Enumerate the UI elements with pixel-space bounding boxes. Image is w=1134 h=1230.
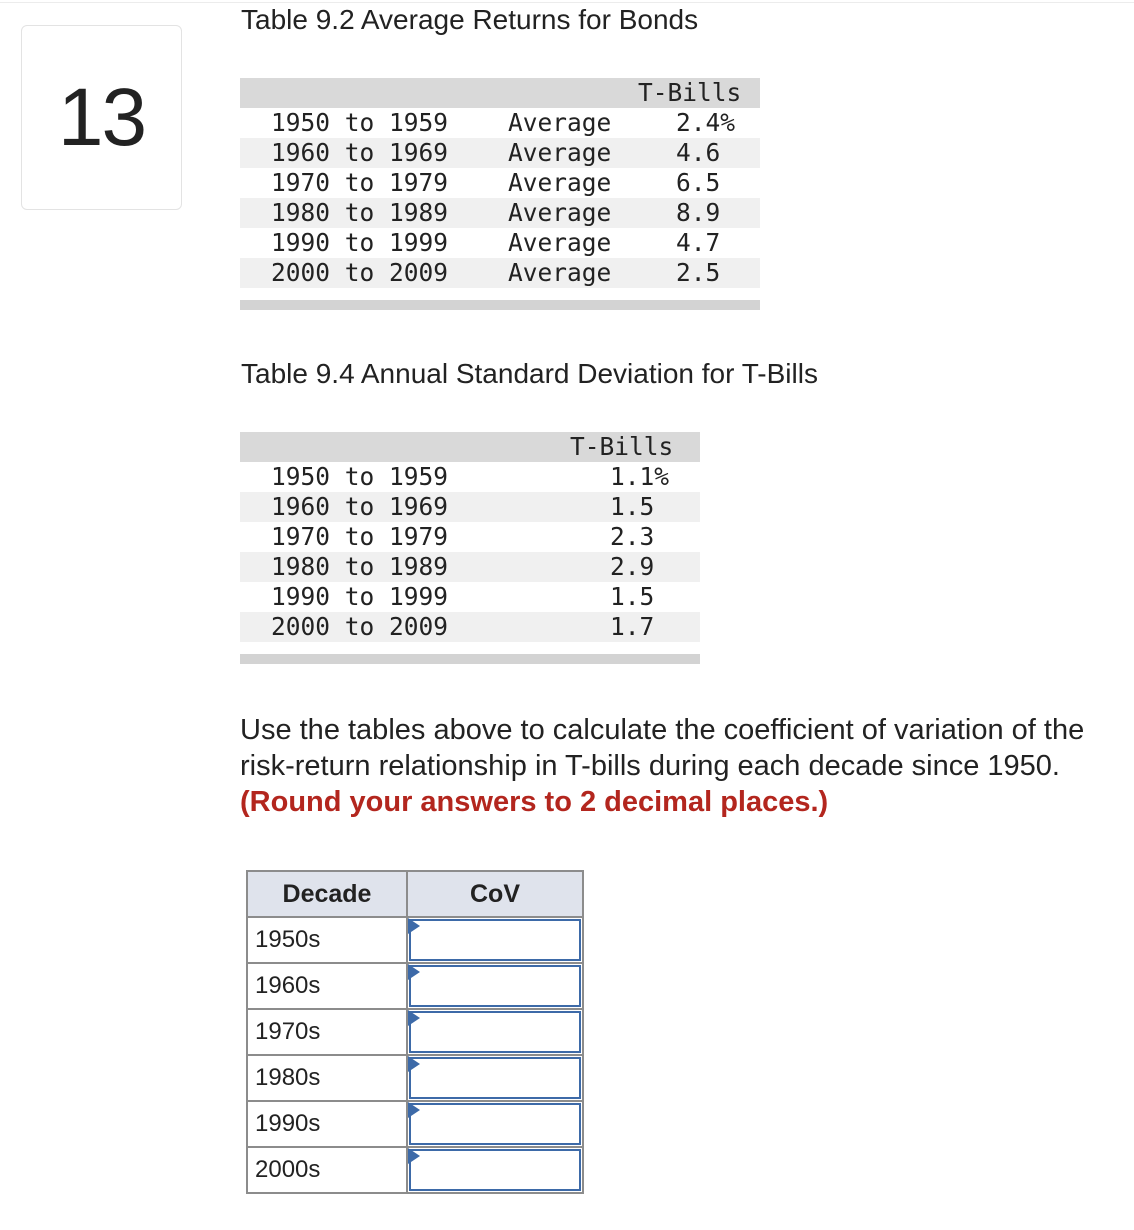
table-row: [240, 108, 760, 138]
answer-marker-icon: [408, 964, 420, 980]
cov-input-1990s[interactable]: [409, 1103, 581, 1145]
value-cell: 2.9: [610, 552, 655, 581]
period-cell: 2000 to 2009: [271, 612, 449, 641]
instructions-text: Use the tables above to calculate the coefficient of variation of the risk-return relationship in T-bills during each decade since 1950.: [240, 714, 1085, 782]
cov-input-cell: [407, 917, 583, 963]
table-row: [240, 198, 760, 228]
table-footer-bar: [240, 300, 760, 310]
value-cell: 2.5: [676, 258, 721, 287]
table-row: [247, 1009, 583, 1055]
decade-cell: 1990s: [247, 1101, 407, 1147]
answer-table: [246, 870, 584, 1194]
answer-marker-icon: [408, 1148, 420, 1164]
value-cell: 1.5: [610, 582, 655, 611]
period-cell: 1990 to 1999: [271, 582, 449, 611]
decade-cell: 1960s: [247, 963, 407, 1009]
period-cell: 1990 to 1999: [271, 228, 449, 257]
decade-cell: 1950s: [247, 917, 407, 963]
stddev-table-header: [240, 432, 700, 462]
table-row: [240, 228, 760, 258]
table-row: [240, 612, 700, 642]
cov-input-1950s[interactable]: [409, 919, 581, 961]
table-row: [240, 138, 760, 168]
returns-table-header: [240, 78, 760, 108]
table1-caption: Table 9.2 Average Returns for Bonds: [241, 4, 699, 35]
stat-cell: Average: [508, 198, 612, 227]
rounding-hint: (Round your answers to 2 decimal places.): [240, 786, 829, 818]
cov-header: CoV: [407, 871, 583, 917]
returns-header-label: T-Bills: [638, 78, 742, 107]
answer-marker-icon: [408, 1102, 420, 1118]
cov-input-cell: [407, 1009, 583, 1055]
value-cell: 2.4%: [676, 108, 736, 137]
question-number-box: [21, 25, 182, 210]
value-cell: 6.5: [676, 168, 721, 197]
period-cell: 1980 to 1989: [271, 552, 449, 581]
decade-cell: 1970s: [247, 1009, 407, 1055]
answer-marker-icon: [408, 1056, 420, 1072]
cov-input-cell: [407, 1101, 583, 1147]
table-row: [247, 1055, 583, 1101]
stat-cell: Average: [508, 258, 612, 287]
question-number: 13: [57, 71, 146, 163]
stat-cell: Average: [508, 108, 612, 137]
cov-input-2000s[interactable]: [409, 1149, 581, 1191]
period-cell: 1960 to 1969: [271, 138, 449, 167]
period-cell: 1970 to 1979: [271, 522, 449, 551]
table-row: [247, 917, 583, 963]
stat-cell: Average: [508, 138, 612, 167]
question-instructions: [240, 712, 1125, 820]
decade-cell: 1980s: [247, 1055, 407, 1101]
table-row: [240, 552, 700, 582]
top-divider: [0, 2, 1134, 3]
table-row: [240, 492, 700, 522]
table-footer-bar: [240, 654, 700, 664]
value-cell: 2.3: [610, 522, 655, 551]
answer-header-row: [247, 871, 583, 917]
value-cell: 1.5: [610, 492, 655, 521]
decade-cell: 2000s: [247, 1147, 407, 1193]
value-cell: 1.7: [610, 612, 655, 641]
value-cell: 8.9: [676, 198, 721, 227]
stddev-header-label: T-Bills: [570, 432, 674, 461]
answer-marker-icon: [408, 1010, 420, 1026]
table-row: [240, 522, 700, 552]
period-cell: 1950 to 1959: [271, 108, 449, 137]
period-cell: 1970 to 1979: [271, 168, 449, 197]
table-row: [240, 168, 760, 198]
table-row: [240, 258, 760, 288]
table-row: [247, 963, 583, 1009]
value-cell: 4.6: [676, 138, 721, 167]
cov-input-1980s[interactable]: [409, 1057, 581, 1099]
table-row: [247, 1147, 583, 1193]
cov-input-cell: [407, 1055, 583, 1101]
cov-input-cell: [407, 963, 583, 1009]
decade-header: Decade: [247, 871, 407, 917]
stat-cell: Average: [508, 168, 612, 197]
cov-input-cell: [407, 1147, 583, 1193]
answer-marker-icon: [408, 918, 420, 934]
cov-input-1960s[interactable]: [409, 965, 581, 1007]
period-cell: 1980 to 1989: [271, 198, 449, 227]
table-row: [247, 1101, 583, 1147]
table2-caption: Table 9.4 Annual Standard Deviation for T-Bills: [241, 358, 818, 389]
value-cell: 4.7: [676, 228, 721, 257]
table-row: [240, 582, 700, 612]
cov-input-1970s[interactable]: [409, 1011, 581, 1053]
period-cell: 2000 to 2009: [271, 258, 449, 287]
value-cell: 1.1%: [610, 462, 670, 491]
stat-cell: Average: [508, 228, 612, 257]
period-cell: 1960 to 1969: [271, 492, 449, 521]
table-row: [240, 462, 700, 492]
period-cell: 1950 to 1959: [271, 462, 449, 491]
